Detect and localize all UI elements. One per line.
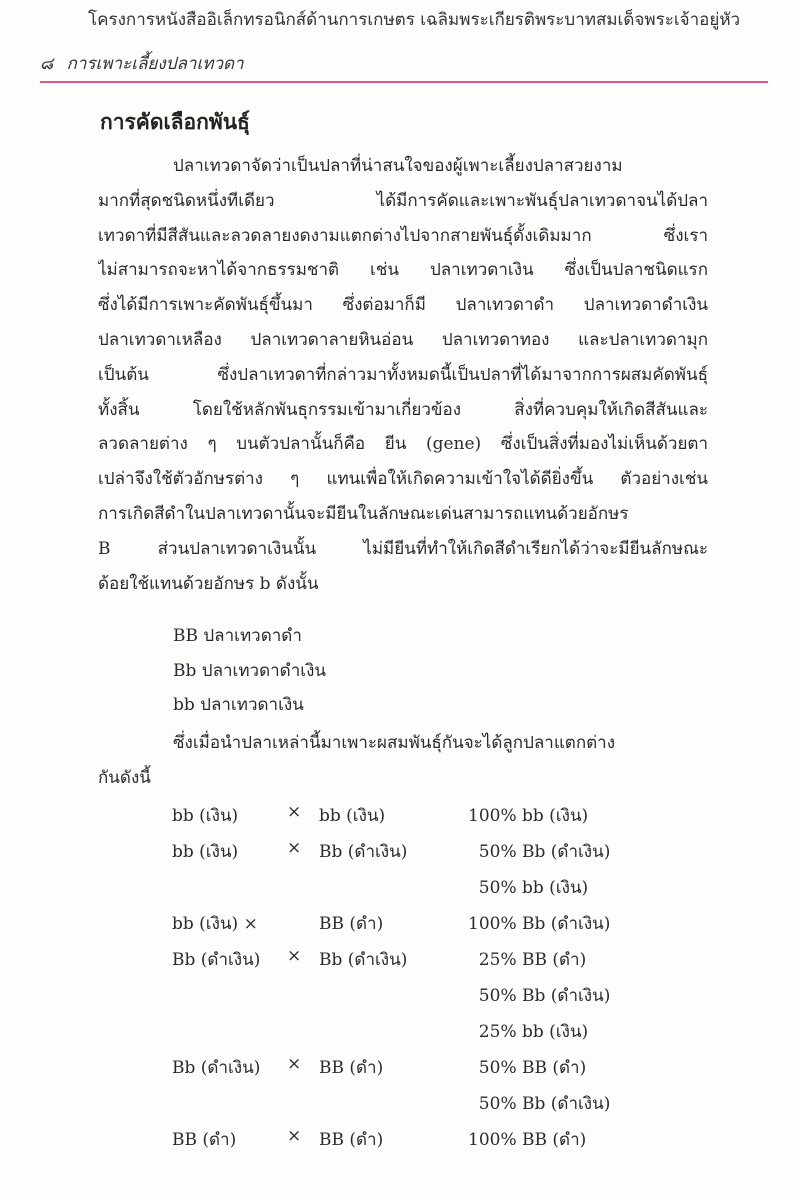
- paragraph-line: ปลาเทวดาจัดว่าเป็นปลาที่น่าสนใจของผู้เพาะเลี้ยงปลาสวยงาม: [173, 156, 623, 176]
- offspring-result: 100% BB (ดำ): [468, 1130, 587, 1150]
- cross-row: [172, 868, 732, 904]
- cross-symbol: ×: [287, 1126, 302, 1146]
- cross-row: [172, 1120, 732, 1156]
- paragraph-line: ปลาเทวดาเหลือง ปลาเทวดาลายหินอ่อน ปลาเทวดาทอง และปลาเทวดามุก: [98, 329, 708, 350]
- paragraph-line: เป็นต้น ซึ่งปลาเทวดาที่กล่าวมาทั้งหมดนี้เป็นปลาที่ได้มาจากการผสมคัดพันธุ์: [98, 364, 708, 385]
- header-divider: [40, 81, 768, 83]
- paragraph-2: [98, 726, 708, 796]
- offspring-result: 25% BB (ดำ): [468, 950, 587, 970]
- cross-symbol: ×: [287, 946, 302, 966]
- offspring-result: 25% bb (เงิน): [468, 1022, 589, 1042]
- series-header: โครงการหนังสืออิเล็กทรอนิกส์ด้านการเกษตร เฉลิมพระเกียรติพระบาทสมเด็จพระเจ้าอยู่หัว: [88, 10, 741, 30]
- paragraph-line: ทั้งสิ้น โดยใช้หลักพันธุกรรมเข้ามาเกี่ยวข้อง สิ่งที่ควบคุมให้เกิดสีสันและ: [98, 399, 708, 420]
- parent-2: bb (เงิน): [319, 806, 386, 826]
- parent-1: Bb (ดำเงิน): [172, 950, 261, 970]
- cross-symbol: ×: [287, 802, 302, 822]
- paragraph-line: ซึ่งได้มีการเพาะคัดพันธุ์ขึ้นมา ซึ่งต่อมาก็มี ปลาเทวดาดำ ปลาเทวดาดำเงิน: [98, 295, 708, 316]
- paragraph-line: เปล่าจึงใช้ตัวอักษรต่าง ๆ แทนเพื่อให้เกิดความเข้าใจได้ดียิ่งขึ้น ตัวอย่างเช่น: [98, 469, 708, 490]
- parent-2: Bb (ดำเงิน): [319, 950, 408, 970]
- paragraph-line: ด้อยใช้แทนด้วยอักษร b ดังนั้น: [98, 573, 319, 594]
- paragraph-line: มากที่สุดชนิดหนึ่งทีเดียว ได้มีการคัดและเพาะพันธุ์ปลาเทวดาจนได้ปลา: [98, 190, 708, 211]
- paragraph-1: [98, 149, 708, 601]
- page-number: ๘: [40, 54, 54, 74]
- cross-row: [172, 832, 732, 868]
- offspring-result: 50% Bb (ดำเงิน): [468, 842, 611, 862]
- parent-1: BB (ดำ): [172, 1130, 237, 1150]
- genotype-item: BB ปลาเทวดาดำ: [173, 626, 302, 646]
- parent-1: bb (เงิน) ×: [172, 914, 258, 934]
- paragraph-line: การเกิดสีดำในปลาเทวดานั้นจะมียีนในลักษณะเด่นสามารถแทนด้วยอักษร: [98, 503, 629, 524]
- genotype-item: bb ปลาเทวดาเงิน: [173, 695, 304, 715]
- cross-row: [172, 904, 732, 940]
- paragraph-line: กันดังนี้: [98, 767, 151, 788]
- cross-row: [172, 796, 732, 832]
- genotype-item: Bb ปลาเทวดาดำเงิน: [173, 660, 326, 681]
- offspring-result: 50% Bb (ดำเงิน): [468, 986, 611, 1006]
- paragraph-line: เทวดาที่มีสีสันและลวดลายงดงามแตกต่างไปจากสายพันธุ์ดั้งเดิมมาก ซึ่งเรา: [98, 225, 708, 246]
- offspring-result: 50% bb (เงิน): [468, 878, 589, 898]
- cross-symbol: ×: [287, 1054, 302, 1074]
- parent-2: BB (ดำ): [319, 1130, 384, 1150]
- cross-row: [172, 1048, 732, 1084]
- genotype-list: [173, 619, 326, 723]
- offspring-result: 50% BB (ดำ): [468, 1058, 587, 1078]
- paragraph-line: ลวดลายต่าง ๆ บนตัวปลานั้นก็คือ ยีน (gene) ซึ่งเป็นสิ่งที่มองไม่เห็นด้วยตา: [98, 434, 708, 455]
- offspring-result: 100% bb (เงิน): [468, 806, 589, 826]
- offspring-result: 50% Bb (ดำเงิน): [468, 1094, 611, 1114]
- parent-1: bb (เงิน): [172, 842, 239, 862]
- paragraph-line: ซึ่งเมื่อนำปลาเหล่านี้มาเพาะผสมพันธุ์กันจะได้ลูกปลาแตกต่าง: [173, 733, 616, 753]
- parent-2: Bb (ดำเงิน): [319, 842, 408, 862]
- paragraph-line: ไม่สามารถจะหาได้จากธรรมชาติ เช่น ปลาเทวดาเงิน ซึ่งเป็นปลาชนิดแรก: [98, 260, 708, 281]
- cross-row: [172, 940, 732, 976]
- cross-row: [172, 1084, 732, 1120]
- paragraph-line: B ส่วนปลาเทวดาเงินนั้น ไม่มียีนที่ทำให้เกิดสีดำเรียกได้ว่าจะมียีนลักษณะ: [98, 538, 708, 559]
- running-head: [40, 50, 244, 77]
- cross-symbol: ×: [287, 838, 302, 858]
- parent-1: Bb (ดำเงิน): [172, 1058, 261, 1078]
- parent-2: BB (ดำ): [319, 1058, 384, 1078]
- parent-2: BB (ดำ): [319, 914, 384, 934]
- offspring-result: 100% Bb (ดำเงิน): [468, 914, 611, 934]
- section-heading: การคัดเลือกพันธุ์: [100, 110, 250, 134]
- book-title: การเพาะเลี้ยงปลาเทวดา: [66, 54, 244, 74]
- cross-table: [172, 796, 732, 1156]
- cross-row: [172, 1012, 732, 1048]
- cross-row: [172, 976, 732, 1012]
- parent-1: bb (เงิน): [172, 806, 239, 826]
